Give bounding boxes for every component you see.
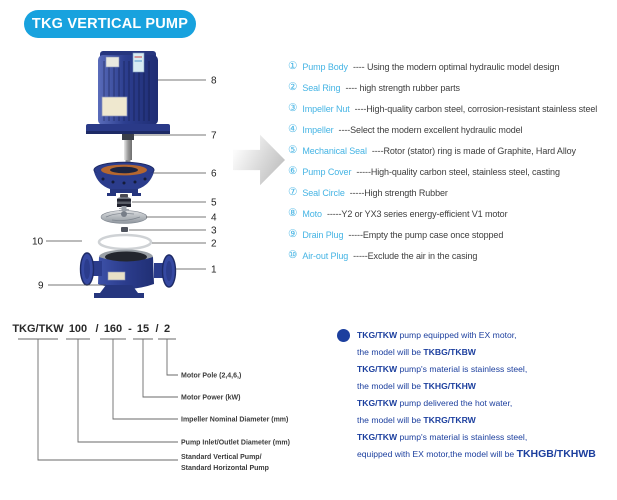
part-number-badge: ⑧	[288, 207, 298, 220]
part-number-badge: ④	[288, 123, 298, 136]
seal-ring	[99, 235, 151, 249]
part-name: Impeller	[302, 124, 334, 135]
pump-cover	[94, 162, 154, 196]
note-text: equipped with EX motor,the model will be	[357, 449, 517, 459]
note-text: pump delivered the hot water,	[397, 398, 513, 408]
note-text: the model will be	[357, 347, 424, 357]
part-number-badge: ③	[288, 102, 298, 115]
part-number-badge: ⑨	[288, 228, 298, 241]
callout-9: 9	[38, 280, 44, 292]
note-line	[357, 378, 613, 395]
list-item	[288, 224, 615, 245]
part-name: Seal Circle	[302, 187, 345, 198]
list-item	[288, 140, 615, 161]
label-motor-pole: Motor Pole (2,4,6,)	[181, 372, 242, 380]
part-number-badge: ⑦	[288, 186, 298, 199]
part-number-badge: ⑥	[288, 165, 298, 178]
motor-side-label	[133, 53, 144, 72]
part-number-badge: ⑩	[288, 249, 298, 262]
impeller-nut	[121, 227, 128, 232]
note-text: pump's material is stainless steel,	[397, 432, 528, 442]
callout-2: 2	[211, 238, 217, 250]
label-motor-power: Motor Power (kW)	[181, 394, 241, 402]
part-description: -----High-quality carbon steel, stainless steel, casting	[356, 166, 560, 177]
part-number-badge: ①	[288, 60, 298, 73]
bullet-icon	[337, 329, 350, 342]
code-segment-inlet: 100	[68, 323, 88, 335]
part-number-badge: ②	[288, 81, 298, 94]
note-line	[357, 446, 613, 463]
callout-5: 5	[211, 197, 217, 209]
note-bold-model: TKHGB/TKHWB	[516, 448, 596, 460]
motor	[86, 51, 170, 134]
note-text: the model will be	[357, 381, 424, 391]
code-segment-pole: 2	[163, 323, 171, 335]
page-title	[24, 10, 196, 38]
list-item	[288, 119, 615, 140]
label-impeller-diameter: Impeller Nominal Diameter (mm)	[181, 416, 289, 424]
label-inlet-outlet-diameter: Pump Inlet/Outlet Diameter (mm)	[181, 439, 290, 447]
note-text: pump's material is stainless steel,	[397, 364, 528, 374]
note-bold: TKRG/TKRW	[423, 415, 476, 425]
callout-10: 10	[32, 236, 44, 248]
note-text: the model will be	[357, 415, 424, 425]
list-item	[288, 245, 615, 266]
note-line	[357, 327, 613, 344]
code-separator: -	[128, 323, 132, 335]
shaft	[122, 134, 134, 166]
code-segment-impeller: 160	[103, 323, 123, 335]
note-bold: TKG/TKW	[357, 364, 398, 374]
list-item	[288, 98, 615, 119]
list-item	[288, 161, 615, 182]
impeller	[101, 206, 147, 224]
list-item	[288, 182, 615, 203]
code-connector-lines	[18, 339, 178, 460]
motor-top-label	[106, 57, 119, 67]
note-bold: TKHG/TKHW	[423, 381, 476, 391]
callout-8: 8	[211, 75, 217, 87]
callout-3: 3	[211, 225, 217, 237]
list-item	[288, 77, 615, 98]
code-segment-series: TKG/TKW	[12, 323, 64, 335]
part-description: -----Exclude the air in the casing	[353, 250, 478, 261]
note-bold: TKG/TKW	[357, 398, 398, 408]
list-item	[288, 56, 615, 77]
part-description: ----High-quality carbon steel, corrosion-resistant stainless steel	[354, 103, 598, 114]
note-bold: TKG/TKW	[357, 432, 398, 442]
part-name: Drain Plug	[302, 229, 344, 240]
model-code-diagram	[10, 318, 320, 483]
label-standard-vertical: Standard Vertical Pump/	[181, 454, 262, 461]
note-line	[357, 429, 613, 446]
parts-legend	[288, 56, 615, 266]
callout-7: 7	[211, 130, 217, 142]
note-line	[357, 344, 613, 361]
list-item	[288, 203, 615, 224]
motor-nameplate	[102, 97, 127, 116]
note-line	[357, 395, 613, 412]
page-title-text: TKG VERTICAL PUMP	[31, 16, 189, 32]
part-name: Pump Body	[302, 61, 348, 72]
part-number-badge: ⑤	[288, 144, 298, 157]
part-description: ----Rotor (stator) ring is made of Graphite, Hard Alloy	[371, 145, 576, 156]
part-description: ----Select the modern excellent hydraulic model	[338, 124, 523, 135]
part-description: -----Y2 or YX3 series energy-efficient V1 motor	[326, 208, 508, 219]
label-standard-horizontal: Standard Horizontal Pump	[181, 465, 269, 472]
part-name: Impeller Nut	[302, 103, 350, 114]
part-description: -----High strength Rubber	[349, 187, 448, 198]
note-bold: TKBG/TKBW	[423, 347, 476, 357]
pump-nameplate	[108, 272, 125, 280]
note-line	[357, 361, 613, 378]
code-separator: /	[95, 323, 99, 335]
exploded-pump-diagram	[30, 45, 280, 300]
callout-6: 6	[211, 168, 217, 180]
part-description: -----Empty the pump case once stopped	[348, 229, 504, 240]
part-name: Mechanical Seal	[302, 145, 367, 156]
note-text: pump equipped with EX motor,	[397, 330, 517, 340]
part-name: Seal Ring	[302, 82, 341, 93]
note-bold: TKG/TKW	[357, 330, 398, 340]
note-line	[357, 412, 613, 429]
code-separator: /	[155, 323, 159, 335]
part-description: ---- high strength rubber parts	[345, 82, 460, 93]
pump-body	[81, 250, 176, 299]
code-segment-power: 15	[136, 323, 150, 335]
model-variant-notes	[357, 327, 613, 463]
part-description: ---- Using the modern optimal hydraulic model design	[352, 61, 560, 72]
part-name: Moto	[302, 208, 322, 219]
callout-1: 1	[211, 264, 217, 276]
part-name: Air-out Plug	[302, 250, 349, 261]
part-name: Pump Cover	[302, 166, 352, 177]
callout-4: 4	[211, 212, 217, 224]
